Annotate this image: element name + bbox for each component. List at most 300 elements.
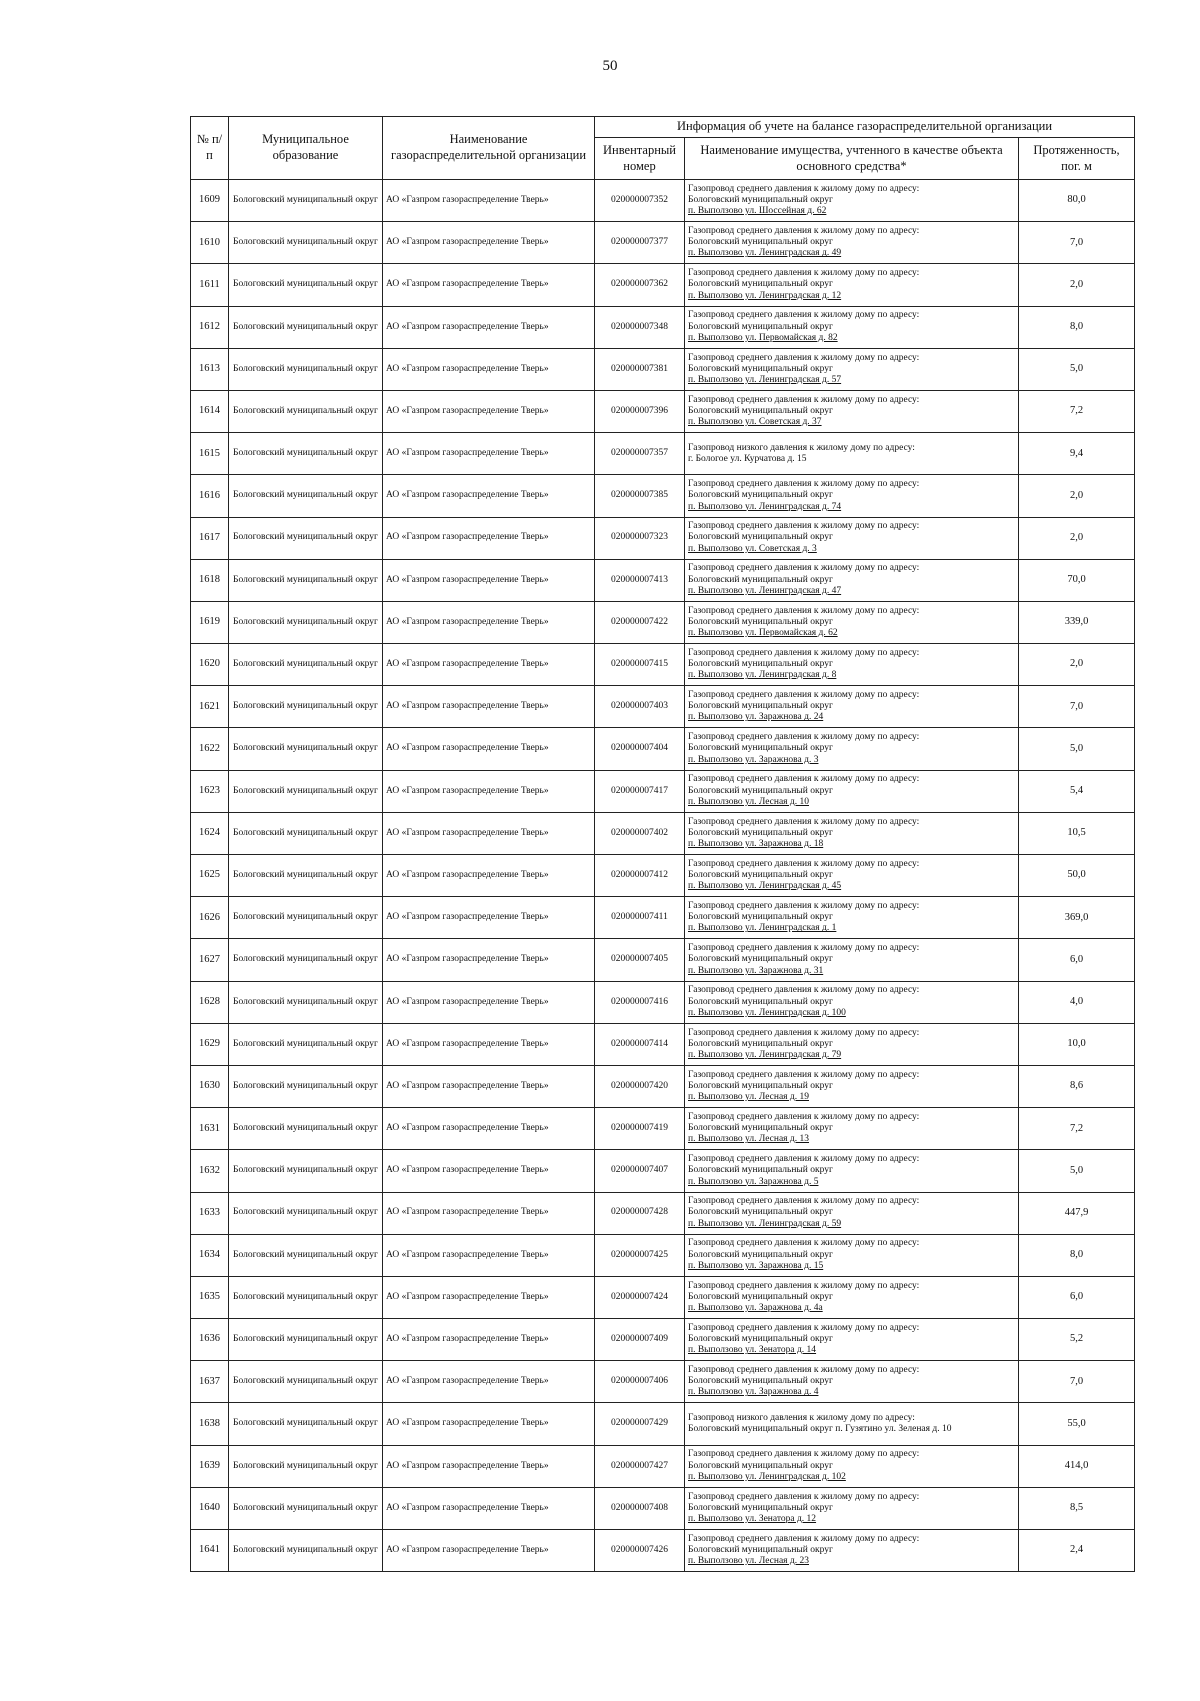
property-name-line: п. Выползово ул. Лесная д. 13 [688, 1134, 809, 1145]
table-row [191, 1319, 1135, 1361]
inventory-number-cell: 020000007428 [595, 1192, 685, 1234]
property-name-line: п. Выползово ул. Советская д. 3 [688, 543, 817, 554]
header-balance-info: Информация об учете на балансе газораспределительной организации [595, 117, 1135, 138]
inventory-number-cell: 020000007352 [595, 180, 685, 222]
municipality-cell: Бологовский муниципальный округ [229, 1108, 383, 1150]
property-name-line: Бологовский муниципальный округ [688, 574, 833, 585]
property-name-line: Бологовский муниципальный округ [688, 659, 833, 670]
table-row [191, 348, 1135, 390]
property-name-cell [685, 1361, 1019, 1403]
row-number: 1630 [191, 1065, 229, 1107]
municipality-cell: Бологовский муниципальный округ [229, 559, 383, 601]
property-name-line: Бологовский муниципальный округ п. Гузятино ул. Зеленая д. 10 [688, 1424, 952, 1435]
property-name-line: п. Выползово ул. Ленинградская д. 47 [688, 585, 842, 596]
property-name-cell [685, 180, 1019, 222]
table-row [191, 981, 1135, 1023]
property-name-line: Газопровод среднего давления к жилому дому по адресу: [688, 225, 920, 236]
property-name-line: Бологовский муниципальный округ [688, 701, 833, 712]
property-name-cell [685, 1065, 1019, 1107]
property-name-cell [685, 517, 1019, 559]
municipality-cell: Бологовский муниципальный округ [229, 1023, 383, 1065]
header-municipality: Муниципальное образование [229, 117, 383, 180]
length-cell: 6,0 [1019, 1276, 1135, 1318]
table-row [191, 1530, 1135, 1572]
property-name-line: Бологовский муниципальный округ [688, 405, 833, 416]
row-number: 1622 [191, 728, 229, 770]
property-name-line: Газопровод среднего давления к жилому дому по адресу: [688, 352, 920, 363]
length-cell: 10,5 [1019, 812, 1135, 854]
table-header [191, 117, 1135, 180]
organization-cell: АО «Газпром газораспределение Тверь» [383, 1150, 595, 1192]
row-number: 1627 [191, 939, 229, 981]
table-row [191, 897, 1135, 939]
length-cell: 6,0 [1019, 939, 1135, 981]
property-name-line: п. Выползово ул. Заражнова д. 31 [688, 965, 824, 976]
property-name-cell [685, 812, 1019, 854]
length-cell: 4,0 [1019, 981, 1135, 1023]
organization-cell: АО «Газпром газораспределение Тверь» [383, 728, 595, 770]
municipality-cell: Бологовский муниципальный округ [229, 644, 383, 686]
organization-cell: АО «Газпром газораспределение Тверь» [383, 264, 595, 306]
property-name-cell [685, 1234, 1019, 1276]
length-cell: 8,6 [1019, 1065, 1135, 1107]
municipality-cell: Бологовский муниципальный округ [229, 517, 383, 559]
row-number: 1636 [191, 1319, 229, 1361]
municipality-cell: Бологовский муниципальный округ [229, 812, 383, 854]
organization-cell: АО «Газпром газораспределение Тверь» [383, 897, 595, 939]
property-name-line: п. Выползово ул. Зенатора д. 12 [688, 1514, 817, 1524]
table-row [191, 517, 1135, 559]
property-name-line: Бологовский муниципальный округ [688, 1165, 833, 1176]
inventory-number-cell: 020000007420 [595, 1065, 685, 1107]
organization-cell: АО «Газпром газораспределение Тверь» [383, 1108, 595, 1150]
row-number: 1637 [191, 1361, 229, 1403]
length-cell: 2,0 [1019, 475, 1135, 517]
inventory-number-cell: 020000007426 [595, 1530, 685, 1572]
header-property-name: Наименование имущества, учтенного в качестве объекта основного средства* [685, 138, 1019, 180]
table-row [191, 644, 1135, 686]
row-number: 1626 [191, 897, 229, 939]
municipality-cell: Бологовский муниципальный округ [229, 1361, 383, 1403]
property-name-line: п. Выползово ул. Зенатора д. 14 [688, 1345, 817, 1356]
table-row [191, 1487, 1135, 1529]
property-name-cell [685, 1403, 1019, 1445]
organization-cell: АО «Газпром газораспределение Тверь» [383, 517, 595, 559]
municipality-cell: Бологовский муниципальный округ [229, 1530, 383, 1572]
inventory-number-cell: 020000007403 [595, 686, 685, 728]
organization-cell: АО «Газпром газораспределение Тверь» [383, 1445, 595, 1487]
property-name-cell [685, 770, 1019, 812]
inventory-number-cell: 020000007409 [595, 1319, 685, 1361]
length-cell: 5,0 [1019, 348, 1135, 390]
table-row [191, 180, 1135, 222]
municipality-cell: Бологовский муниципальный округ [229, 348, 383, 390]
property-name-line: п. Выползово ул. Ленинградская д. 57 [688, 374, 842, 385]
property-name-cell [685, 981, 1019, 1023]
inventory-number-cell: 020000007425 [595, 1234, 685, 1276]
property-name-cell [685, 686, 1019, 728]
property-name-line: п. Выползово ул. Советская д. 37 [688, 417, 822, 428]
inventory-number-cell: 020000007377 [595, 222, 685, 264]
row-number: 1616 [191, 475, 229, 517]
inventory-number-cell: 020000007419 [595, 1108, 685, 1150]
property-name-cell [685, 1108, 1019, 1150]
table-row [191, 1108, 1135, 1150]
property-name-line: Бологовский муниципальный округ [688, 1123, 833, 1134]
table-row [191, 939, 1135, 981]
length-cell: 2,0 [1019, 644, 1135, 686]
property-name-line: Газопровод среднего давления к жилому дому по адресу: [688, 816, 920, 827]
property-name-cell [685, 1319, 1019, 1361]
length-cell: 50,0 [1019, 855, 1135, 897]
header-number: № п/п [191, 117, 229, 180]
municipality-cell: Бологовский муниципальный округ [229, 1319, 383, 1361]
inventory-number-cell: 020000007406 [595, 1361, 685, 1403]
row-number: 1621 [191, 686, 229, 728]
organization-cell: АО «Газпром газораспределение Тверь» [383, 981, 595, 1023]
length-cell: 369,0 [1019, 897, 1135, 939]
property-name-line: Бологовский муниципальный округ [688, 532, 833, 543]
inventory-number-cell: 020000007381 [595, 348, 685, 390]
property-name-line: Газопровод среднего давления к жилому дому по адресу: [688, 774, 920, 785]
property-name-cell [685, 433, 1019, 475]
inventory-number-cell: 020000007385 [595, 475, 685, 517]
organization-cell: АО «Газпром газораспределение Тверь» [383, 939, 595, 981]
property-name-line: Газопровод среднего давления к жилому дому по адресу: [688, 1449, 920, 1460]
property-name-cell [685, 855, 1019, 897]
municipality-cell: Бологовский муниципальный округ [229, 1445, 383, 1487]
row-number: 1631 [191, 1108, 229, 1150]
row-number: 1639 [191, 1445, 229, 1487]
organization-cell: АО «Газпром газораспределение Тверь» [383, 559, 595, 601]
property-name-line: п. Выползово ул. Заражнова д. 24 [688, 712, 824, 723]
property-name-line: Газопровод среднего давления к жилому дому по адресу: [688, 1111, 920, 1122]
property-name-line: Бологовский муниципальный округ [688, 490, 833, 501]
property-name-line: Газопровод низкого давления к жилому дому по адресу: [688, 442, 915, 453]
property-name-line: п. Выползово ул. Ленинградская д. 49 [688, 248, 842, 259]
municipality-cell: Бологовский муниципальный округ [229, 601, 383, 643]
row-number: 1633 [191, 1192, 229, 1234]
table-row [191, 475, 1135, 517]
row-number: 1641 [191, 1530, 229, 1572]
inventory-number-cell: 020000007357 [595, 433, 685, 475]
property-name-line: Бологовский муниципальный округ [688, 1502, 833, 1513]
organization-cell: АО «Газпром газораспределение Тверь» [383, 1319, 595, 1361]
property-name-cell [685, 264, 1019, 306]
length-cell: 7,2 [1019, 1108, 1135, 1150]
inventory-number-cell: 020000007404 [595, 728, 685, 770]
property-name-line: п. Выползово ул. Заражнова д. 4 [688, 1387, 819, 1398]
table-row [191, 1445, 1135, 1487]
property-name-line: Бологовский муниципальный округ [688, 363, 833, 374]
length-cell: 5,0 [1019, 728, 1135, 770]
table-row [191, 770, 1135, 812]
property-name-line: Бологовский муниципальный округ [688, 743, 833, 754]
inventory-number-cell: 020000007413 [595, 559, 685, 601]
table-row [191, 1361, 1135, 1403]
property-name-line: п. Выползово ул. Заражнова д. 15 [688, 1260, 824, 1271]
property-name-cell [685, 390, 1019, 432]
row-number: 1625 [191, 855, 229, 897]
property-name-line: Газопровод среднего давления к жилому дому по адресу: [688, 1027, 920, 1038]
table-row [191, 1150, 1135, 1192]
property-name-line: Бологовский муниципальный округ [688, 996, 833, 1007]
header-organization: Наименование газораспределительной организации [383, 117, 595, 180]
table-row [191, 728, 1135, 770]
property-name-line: Бологовский муниципальный округ [688, 279, 833, 290]
property-name-line: Газопровод среднего давления к жилому дому по адресу: [688, 1491, 920, 1502]
row-number: 1620 [191, 644, 229, 686]
municipality-cell: Бологовский муниципальный округ [229, 1403, 383, 1445]
property-name-line: Газопровод среднего давления к жилому дому по адресу: [688, 900, 920, 911]
municipality-cell: Бологовский муниципальный округ [229, 1487, 383, 1529]
row-number: 1615 [191, 433, 229, 475]
organization-cell: АО «Газпром газораспределение Тверь» [383, 222, 595, 264]
property-name-line: Газопровод низкого давления к жилому дому по адресу: [688, 1412, 915, 1423]
table-row [191, 601, 1135, 643]
inventory-number-cell: 020000007417 [595, 770, 685, 812]
property-name-line: Газопровод среднего давления к жилому дому по адресу: [688, 858, 920, 869]
property-name-line: Газопровод среднего давления к жилому дому по адресу: [688, 1280, 920, 1291]
municipality-cell: Бологовский муниципальный округ [229, 1150, 383, 1192]
municipality-cell: Бологовский муниципальный округ [229, 264, 383, 306]
header-length: Протяженность, пог. м [1019, 138, 1135, 180]
property-name-line: Бологовский муниципальный округ [688, 912, 833, 923]
organization-cell: АО «Газпром газораспределение Тверь» [383, 433, 595, 475]
property-name-cell [685, 644, 1019, 686]
property-name-line: Бологовский муниципальный округ [688, 616, 833, 627]
property-name-line: п. Выползово ул. Заражнова д. 3 [688, 754, 819, 765]
row-number: 1635 [191, 1276, 229, 1318]
municipality-cell: Бологовский муниципальный округ [229, 939, 383, 981]
organization-cell: АО «Газпром газораспределение Тверь» [383, 1234, 595, 1276]
property-name-cell [685, 1487, 1019, 1529]
length-cell: 7,0 [1019, 1361, 1135, 1403]
property-name-line: Газопровод среднего давления к жилому дому по адресу: [688, 1069, 920, 1080]
property-name-line: Бологовский муниципальный округ [688, 1207, 833, 1218]
inventory-number-cell: 020000007323 [595, 517, 685, 559]
municipality-cell: Бологовский муниципальный округ [229, 306, 383, 348]
property-name-line: г. Бологое ул. Курчатова д. 15 [688, 453, 807, 464]
organization-cell: АО «Газпром газораспределение Тверь» [383, 1403, 595, 1445]
property-name-line: Бологовский муниципальный округ [688, 954, 833, 965]
organization-cell: АО «Газпром газораспределение Тверь» [383, 1023, 595, 1065]
property-name-line: п. Выползово ул. Ленинградская д. 74 [688, 501, 842, 512]
property-name-line: Бологовский муниципальный округ [688, 1291, 833, 1302]
organization-cell: АО «Газпром газораспределение Тверь» [383, 601, 595, 643]
length-cell: 8,0 [1019, 306, 1135, 348]
organization-cell: АО «Газпром газораспределение Тверь» [383, 348, 595, 390]
row-number: 1634 [191, 1234, 229, 1276]
property-name-line: Газопровод среднего давления к жилому дому по адресу: [688, 563, 920, 574]
inventory-number-cell: 020000007348 [595, 306, 685, 348]
property-name-line: п. Выползово ул. Лесная д. 10 [688, 796, 809, 807]
property-name-line: п. Выползово ул. Ленинградская д. 100 [688, 1007, 846, 1018]
inventory-number-cell: 020000007416 [595, 981, 685, 1023]
property-name-cell [685, 306, 1019, 348]
property-name-line: п. Выползово ул. Шоссейная д. 62 [688, 206, 827, 217]
inventory-number-cell: 020000007415 [595, 644, 685, 686]
inventory-number-cell: 020000007408 [595, 1487, 685, 1529]
municipality-cell: Бологовский муниципальный округ [229, 1276, 383, 1318]
municipality-cell: Бологовский муниципальный округ [229, 222, 383, 264]
property-name-line: Газопровод среднего давления к жилому дому по адресу: [688, 394, 920, 405]
table-row [191, 433, 1135, 475]
table-row [191, 1403, 1135, 1445]
table-row [191, 559, 1135, 601]
row-number: 1610 [191, 222, 229, 264]
organization-cell: АО «Газпром газораспределение Тверь» [383, 306, 595, 348]
property-name-line: Газопровод среднего давления к жилому дому по адресу: [688, 521, 920, 532]
inventory-number-cell: 020000007427 [595, 1445, 685, 1487]
property-name-line: Газопровод среднего давления к жилому дому по адресу: [688, 985, 920, 996]
property-name-line: Газопровод среднего давления к жилому дому по адресу: [688, 647, 920, 658]
municipality-cell: Бологовский муниципальный округ [229, 728, 383, 770]
row-number: 1629 [191, 1023, 229, 1065]
length-cell: 8,0 [1019, 1234, 1135, 1276]
property-name-line: Газопровод среднего давления к жилому дому по адресу: [688, 1322, 920, 1333]
property-name-line: п. Выползово ул. Первомайская д. 62 [688, 628, 838, 639]
property-name-line: п. Выползово ул. Первомайская д. 82 [688, 332, 838, 343]
property-name-line: Бологовский муниципальный округ [688, 321, 833, 332]
organization-cell: АО «Газпром газораспределение Тверь» [383, 390, 595, 432]
organization-cell: АО «Газпром газораспределение Тверь» [383, 1276, 595, 1318]
row-number: 1614 [191, 390, 229, 432]
length-cell: 7,0 [1019, 222, 1135, 264]
row-number: 1640 [191, 1487, 229, 1529]
length-cell: 5,0 [1019, 1150, 1135, 1192]
table-row [191, 1276, 1135, 1318]
inventory-number-cell: 020000007405 [595, 939, 685, 981]
property-name-line: п. Выползово ул. Заражнова д. 5 [688, 1176, 819, 1187]
row-number: 1611 [191, 264, 229, 306]
organization-cell: АО «Газпром газораспределение Тверь» [383, 180, 595, 222]
length-cell: 2,4 [1019, 1530, 1135, 1572]
organization-cell: АО «Газпром газораспределение Тверь» [383, 1487, 595, 1529]
table-row [191, 306, 1135, 348]
page-number: 50 [602, 58, 618, 74]
property-name-line: п. Выползово ул. Заражнова д. 4а [688, 1303, 823, 1314]
row-number: 1613 [191, 348, 229, 390]
property-name-cell [685, 1276, 1019, 1318]
municipality-cell: Бологовский муниципальный округ [229, 180, 383, 222]
organization-cell: АО «Газпром газораспределение Тверь» [383, 812, 595, 854]
property-name-line: Газопровод среднего давления к жилому дому по адресу: [688, 1365, 920, 1376]
property-name-line: п. Выползово ул. Ленинградская д. 1 [688, 923, 837, 934]
municipality-cell: Бологовский муниципальный округ [229, 475, 383, 517]
organization-cell: АО «Газпром газораспределение Тверь» [383, 1361, 595, 1403]
property-name-line: п. Выползово ул. Заражнова д. 18 [688, 839, 824, 849]
table-row [191, 1192, 1135, 1234]
property-name-line: п. Выползово ул. Ленинградская д. 102 [688, 1471, 846, 1482]
table-row [191, 222, 1135, 264]
property-name-line: Газопровод среднего давления к жилому дому по адресу: [688, 605, 920, 616]
organization-cell: АО «Газпром газораспределение Тверь» [383, 1065, 595, 1107]
municipality-cell: Бологовский муниципальный округ [229, 433, 383, 475]
length-cell: 7,0 [1019, 686, 1135, 728]
organization-cell: АО «Газпром газораспределение Тверь» [383, 644, 595, 686]
property-name-line: п. Выползово ул. Лесная д. 23 [688, 1556, 809, 1567]
inventory-number-cell: 020000007402 [595, 812, 685, 854]
table-row [191, 855, 1135, 897]
property-name-line: п. Выползово ул. Ленинградская д. 8 [688, 670, 837, 681]
property-name-line: Газопровод среднего давления к жилому дому по адресу: [688, 479, 920, 490]
property-name-line: Бологовский муниципальный округ [688, 1080, 833, 1091]
property-name-cell [685, 1530, 1019, 1572]
inventory-number-cell: 020000007414 [595, 1023, 685, 1065]
length-cell: 80,0 [1019, 180, 1135, 222]
length-cell: 9,4 [1019, 433, 1135, 475]
organization-cell: АО «Газпром газораспределение Тверь» [383, 686, 595, 728]
organization-cell: АО «Газпром газораспределение Тверь» [383, 770, 595, 812]
property-name-line: Бологовский муниципальный округ [688, 827, 833, 838]
length-cell: 55,0 [1019, 1403, 1135, 1445]
property-name-line: п. Выползово ул. Лесная д. 19 [688, 1092, 809, 1103]
inventory-number-cell: 020000007411 [595, 897, 685, 939]
length-cell: 70,0 [1019, 559, 1135, 601]
inventory-number-cell: 020000007396 [595, 390, 685, 432]
municipality-cell: Бологовский муниципальный округ [229, 855, 383, 897]
municipality-cell: Бологовский муниципальный округ [229, 770, 383, 812]
property-name-cell [685, 728, 1019, 770]
property-name-line: Газопровод среднего давления к жилому дому по адресу: [688, 943, 920, 954]
table-row [191, 264, 1135, 306]
organization-cell: АО «Газпром газораспределение Тверь» [383, 475, 595, 517]
table-row [191, 390, 1135, 432]
length-cell: 339,0 [1019, 601, 1135, 643]
property-name-cell [685, 601, 1019, 643]
header-inventory-number: Инвентарный номер [595, 138, 685, 180]
property-name-line: Газопровод среднего давления к жилому дому по адресу: [688, 732, 920, 743]
row-number: 1632 [191, 1150, 229, 1192]
length-cell: 414,0 [1019, 1445, 1135, 1487]
table-row [191, 812, 1135, 854]
property-name-line: п. Выползово ул. Ленинградская д. 12 [688, 290, 842, 301]
municipality-cell: Бологовский муниципальный округ [229, 686, 383, 728]
inventory-number-cell: 020000007412 [595, 855, 685, 897]
municipality-cell: Бологовский муниципальный округ [229, 897, 383, 939]
property-name-cell [685, 475, 1019, 517]
row-number: 1623 [191, 770, 229, 812]
table-row [191, 686, 1135, 728]
length-cell: 7,2 [1019, 390, 1135, 432]
property-name-line: Бологовский муниципальный округ [688, 194, 833, 205]
municipality-cell: Бологовский муниципальный округ [229, 1234, 383, 1276]
length-cell: 2,0 [1019, 517, 1135, 559]
property-name-line: Бологовский муниципальный округ [688, 1544, 833, 1555]
property-name-line: Бологовский муниципальный округ [688, 237, 833, 248]
property-name-line: Бологовский муниципальный округ [688, 1038, 833, 1049]
property-name-cell [685, 1192, 1019, 1234]
row-number: 1638 [191, 1403, 229, 1445]
municipality-cell: Бологовский муниципальный округ [229, 981, 383, 1023]
row-number: 1624 [191, 812, 229, 854]
length-cell: 5,2 [1019, 1319, 1135, 1361]
inventory-number-cell: 020000007362 [595, 264, 685, 306]
table-row [191, 1023, 1135, 1065]
length-cell: 8,5 [1019, 1487, 1135, 1529]
property-name-cell [685, 559, 1019, 601]
property-registry-table [190, 116, 1135, 1572]
organization-cell: АО «Газпром газораспределение Тверь» [383, 1192, 595, 1234]
row-number: 1612 [191, 306, 229, 348]
property-name-line: Газопровод среднего давления к жилому дому по адресу: [688, 183, 920, 194]
length-cell: 2,0 [1019, 264, 1135, 306]
row-number: 1618 [191, 559, 229, 601]
property-name-line: Газопровод среднего давления к жилому дому по адресу: [688, 310, 920, 321]
property-name-line: Бологовский муниципальный округ [688, 1376, 833, 1387]
property-name-line: Газопровод среднего давления к жилому дому по адресу: [688, 1154, 920, 1165]
